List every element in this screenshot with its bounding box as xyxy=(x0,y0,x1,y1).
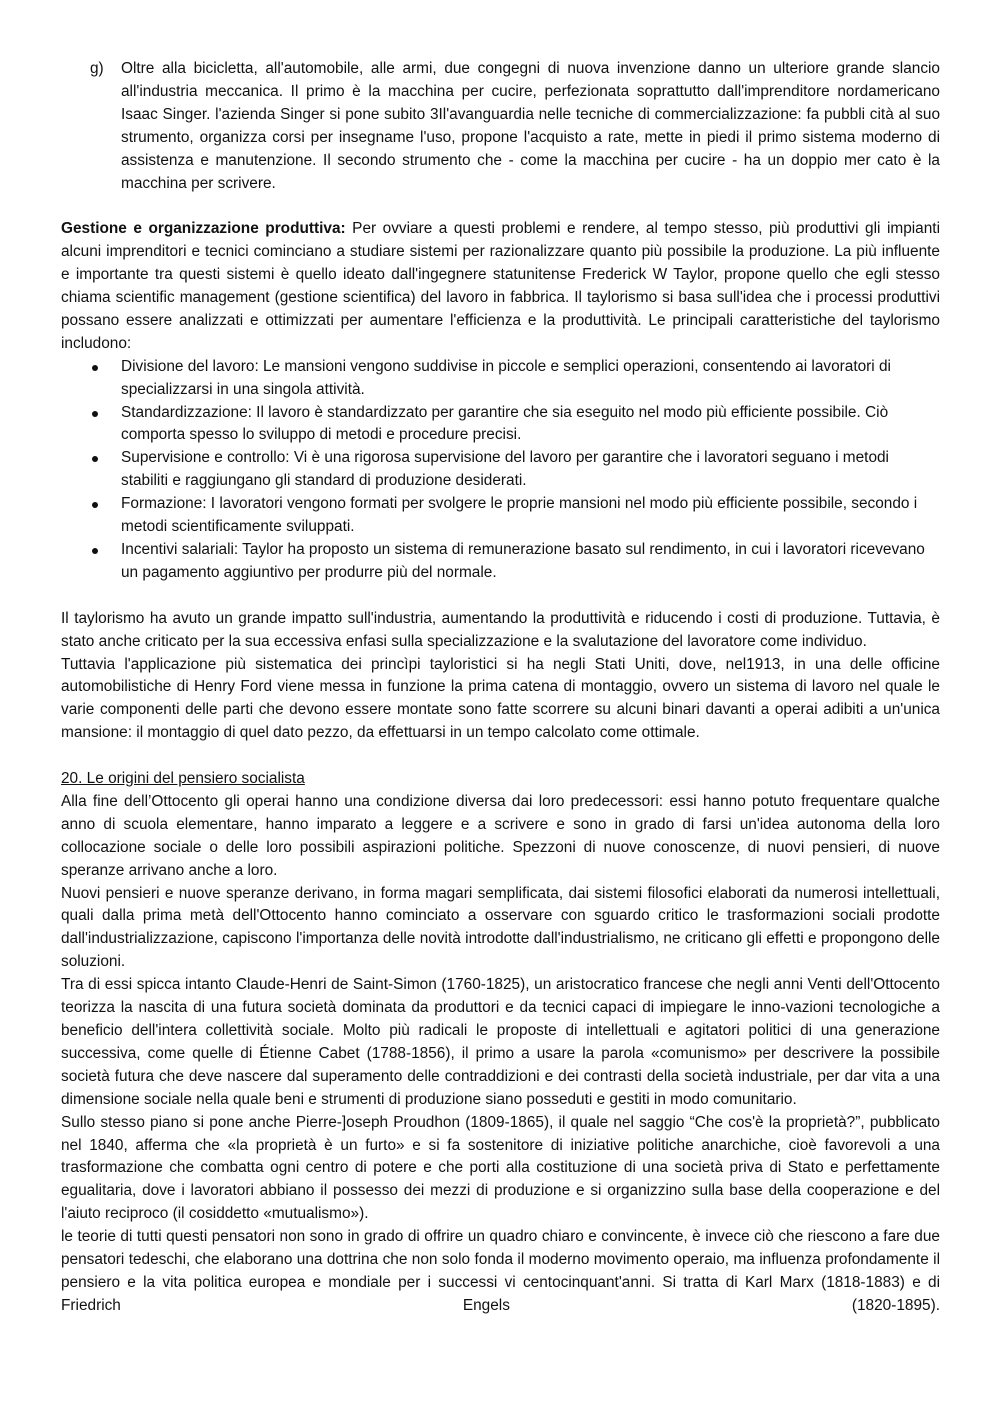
paragraph-gestione xyxy=(61,218,940,355)
bullet-icon xyxy=(92,411,98,417)
paragraph-text: Per ovviare a questi problemi e rendere, al tempo stesso, più produttivi gli impianti alcuni imprenditori e tecnici cominciano a studiare sistemi per razionalizzare quanto più possibile la produzione. La più influente e importante tra questi sistemi è quello ideato dall'ingegnere statunitense Frederick W Taylor, propone quello che egli stesso chiama scientific management (gestione scientifica) del lavoro in fabbrica. Il taylorismo si basa sull'idea che i processi produttivi possano essere analizzati e ottimizzati per aumentare l'efficienza e la produttività. Le principali caratteristiche del taylorismo includono: xyxy=(61,220,940,352)
bullet-item xyxy=(61,447,940,493)
bullet-icon xyxy=(92,502,98,508)
bullet-icon xyxy=(92,548,98,554)
spacer xyxy=(61,195,940,218)
spacer xyxy=(61,585,940,608)
bullet-text: Incentivi salariali: Taylor ha proposto un sistema di remunerazione basato sul rendimento, in cui i lavoratori ricevevano un pagamento aggiuntivo per produrre più del normale. xyxy=(121,541,925,581)
bullet-text: Formazione: I lavoratori vengono formati per svolgere le proprie mansioni nel modo più efficiente possibile, secondo i metodi scientificamente sviluppati. xyxy=(121,495,918,536)
spacer xyxy=(61,745,940,768)
list-marker: g) xyxy=(90,60,104,77)
bullet-icon xyxy=(92,365,98,371)
list-item-g xyxy=(90,58,940,195)
paragraph-catena-montaggio: Tuttavia l'applicazione più sistematica dei princìpi tayloristici si ha negli Stati Uniti, dove, nel1913, in una delle officine automobilistiche di Henry Ford viene messa in funzione la prima catena di montaggio, ovvero un sistema di lavoro nel quale le varie componenti delle parti che devono essere montate sono fatte scorrere su alcuni binari davanti a operai adibiti a un'unica mansione: il montaggio di quel dato pezzo, da effettuarsi in un tempo calcolato come ottimale. xyxy=(61,655,940,742)
list-item-text: Oltre alla bicicletta, all'automobile, alle armi, due congegni di nuova invenzione danno un ulteriore grande slancio all'industria meccanica. Il primo è la macchina per cucire, perfezionata soprattutto dall'imprenditore nordamericano Isaac Singer. l'azienda Singer si pone subito 3Il'avanguardia nelle tecniche di commercializzazione: fa pubbli cità al suo strumento, organizza corsi per insegname l'uso, propone l'acquisto a rate, mette in piedi il primo sistema moderno di assistenza e manutenzione. Il secondo strumento che - come la macchina per cucire - ha un doppio mer cato è la macchina per scrivere. xyxy=(121,60,940,192)
bullet-text: Standardizzazione: Il lavoro è standardizzato per garantire che sia eseguito nel modo più efficiente possibile. Ciò comporta spesso lo sviluppo di metodi e procedure precisi. xyxy=(121,403,889,444)
paragraph-proudhon: Sullo stesso piano si pone anche Pierre-]oseph Proudhon (1809-1865), il quale nel saggio “Che cos'è la proprietà?”, pubblicato nel 1840, afferma che «la proprietà è un furto» e si fa sostenitore di iniziative politiche anarchiche, cioè favorevoli a una trasformazione che combatta ogni centro di potere e che porti alla costituzione di una società priva di Stato e perfettamente egualitaria, dove i lavoratori abbiano il possesso dei mezzi di produzione e si organizzino sulla base della cooperazione e del l'aiuto reciproco (il cosiddetto «mutualismo»). xyxy=(61,1113,940,1223)
bullet-icon xyxy=(92,456,98,462)
paragraph-operai: Alla fine dell’Ottocento gli operai hanno una condizione diversa dai loro predecessori: essi hanno potuto frequentare qualche anno di scuola elementare, hanno imparato a leggere e a scrivere e sono in grado di farsi un'idea autonoma della loro collocazione sociale o delle loro possibili aspirazioni politiche. Spezzoni di nuove conoscenze, di nuovi pensieri, di nuove speranze arrivano anche a loro. xyxy=(61,792,940,879)
bullet-text: Supervisione e controllo: Vi è una rigorosa supervisione del lavoro per garantire che i lavoratori seguano i metodi stabiliti e raggiungano gli standard di produzione desiderati. xyxy=(121,449,889,490)
paragraph-saint-simon: Tra di essi spicca intanto Claude-Henri de Saint-Simon (1760-1825), un aristocratico francese che negli anni Venti dell'Ottocento teorizza la nascita di una futura società dominata da produttori e da tecnici capaci di impiegare le inno-vazioni tecnologiche a beneficio dell'intera collettività sociale. Molto più radicali le proposte di intellettuali e agitatori politici di una generazione successiva, come quelle di Étienne Cabet (1788-1856), il primo a usare la parola «comunismo» per descrivere la possibile società futura che deve nascere dal superamento delle contraddizioni e dei contrasti della società industriale, per dar vita a una dimensione sociale nella quale beni e strumenti di produzione siano posseduti e gestiti in modo comunitario. xyxy=(61,976,940,1108)
bullet-item xyxy=(61,356,940,402)
paragraph-marx-engels: le teorie di tutti questi pensatori non sono in grado di offrire un quadro chiaro e convincente, è invece ciò che riescono a fare due pensatori tedeschi, che elaborano una dottrina che non solo fonda il moderno movimento operaio, ma influenza profondamente il pensiero e la vita politica europea e mondiale per i successi vi centocinquant'anni. Si tratta di Karl Marx (1818-1883) e di Friedrich Engels (1820-1895). xyxy=(61,1228,940,1314)
bullet-item xyxy=(61,539,940,585)
inline-heading: Gestione e organizzazione produttiva: xyxy=(61,220,346,238)
section-title: 20. Le origini del pensiero socialista xyxy=(61,770,305,788)
bullet-text: Divisione del lavoro: Le mansioni vengono suddivise in piccole e semplici operazioni, consentendo ai lavoratori di specializzarsi in una singola attività. xyxy=(121,357,891,398)
paragraph-taylorismo-impatto: Il taylorismo ha avuto un grande impatto sull'industria, aumentando la produttività e riducendo i costi di produzione. Tuttavia, è stato anche criticato per la sua eccessiva enfasi sulla specializzazione e la svalutazione del lavoratore come individuo. xyxy=(61,609,940,650)
bullet-list xyxy=(61,356,940,585)
bullet-item xyxy=(61,493,940,539)
bullet-item xyxy=(61,402,940,448)
paragraph-nuovi-pensieri: Nuovi pensieri e nuove speranze derivano, in forma magari semplificata, dai sistemi filosofici elaborati da numerosi intellettuali, quali dalla prima metà dell'Ottocento hanno cominciato a osservare con sguardo critico le trasformazioni sociali prodotte dall'industrializzazione, capiscono l'importanza delle novità introdotte dall'industrialismo, ne criticano gli effetti e propongono delle soluzioni. xyxy=(61,884,940,971)
